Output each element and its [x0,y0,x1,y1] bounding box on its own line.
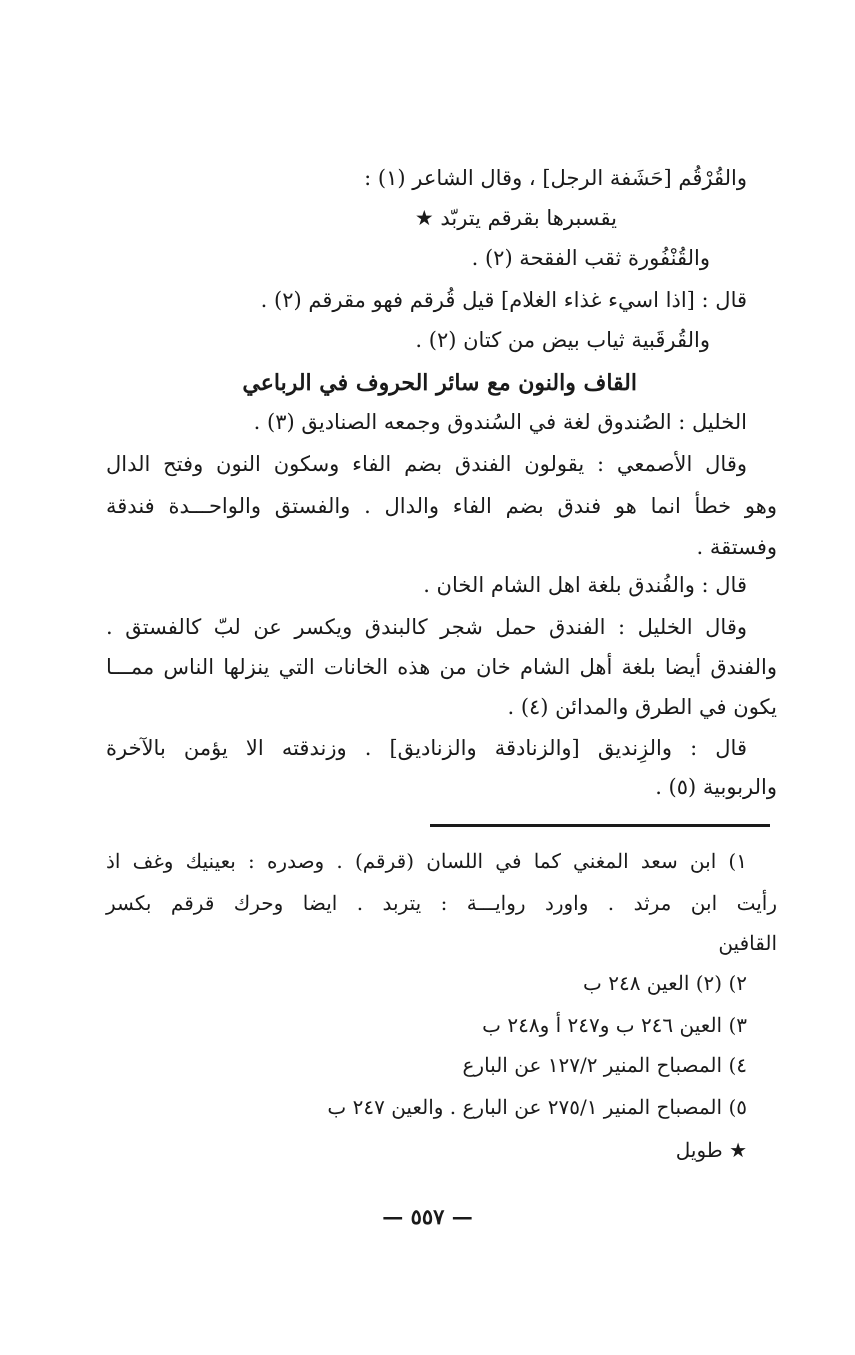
footnote-3: ٣) العين ٢٤٦ ب و٢٤٧ أ و٢٤٨ ب [482,1013,747,1037]
text-line-13: يكون في الطرق والمدائن (٤) . [507,695,777,719]
footnote-separator [430,824,770,827]
text-line-3: والقُنْفُورة ثقب الفقحة (٢) . [471,246,710,270]
footnote-meter: ★ طويل [675,1138,747,1162]
footnote-1-line-3: القافين [718,931,777,955]
section-heading: القاف والنون مع سائر الحروف في الرباعي [242,370,637,396]
text-line-14: قال : والزِنديق [والزنادقة والزناديق] . وزندقته الا يؤمن بالآخرة [106,736,747,760]
text-line-2: يقسبرها بقرقم يتربّد ★ [414,206,617,230]
text-line-7: وقال الأصمعي : يقولون الفندق بضم الفاء وسكون النون وفتح الدال [106,452,747,476]
text-line-4: قال : [اذا اسيء غذاء الغلام] قيل قُرقم فهو مقرقم (٢) . [260,288,747,312]
text-line-12: والفندق أيضا بلغة أهل الشام خان من هذه الخانات التي ينزلها الناس ممـــا [106,655,777,679]
text-line-6: الخليل : الصُندوق لغة في السُندوق وجمعه الصناديق (٣) . [253,410,747,434]
footnote-5: ٥) المصباح المنير ٢٧٥/١ عن البارع . والعين ٢٤٧ ب [327,1095,747,1119]
text-line-15: والربوبية (٥) . [655,775,777,799]
text-line-10: قال : والفُندق بلغة اهل الشام الخان . [423,573,747,597]
text-line-9: وفستقة . [696,535,777,559]
page-number: — ٥٥٧ — [382,1204,473,1229]
footnote-2: ٢) (٢) العين ٢٤٨ ب [583,971,747,995]
text-line-11: وقال الخليل : الفندق حمل شجر كالبندق ويكسر عن لبّ كالفستق . [106,615,747,639]
footnote-4: ٤) المصباح المنير ١٢٧/٢ عن البارع [462,1053,747,1077]
text-line-8: وهو خطأ انما هو فندق بضم الفاء والدال . والفستق والواحـــدة فندقة [106,494,777,518]
text-line-5: والقُرقَبية ثياب بيض من كتان (٢) . [415,328,710,352]
text-line-1: والقُرْقُم [حَشَفة الرجل] ، وقال الشاعر (١) : [364,166,747,190]
footnote-1-line-1: ١) ابن سعد المغني كما في اللسان (قرقم) . وصدره : بعينيك وغف اذ [106,849,747,873]
footnote-1-line-2: رأيت ابن مرثد . واورد روايـــة : يتربد . ايضا وحرك قرقم بكسر [106,891,777,915]
